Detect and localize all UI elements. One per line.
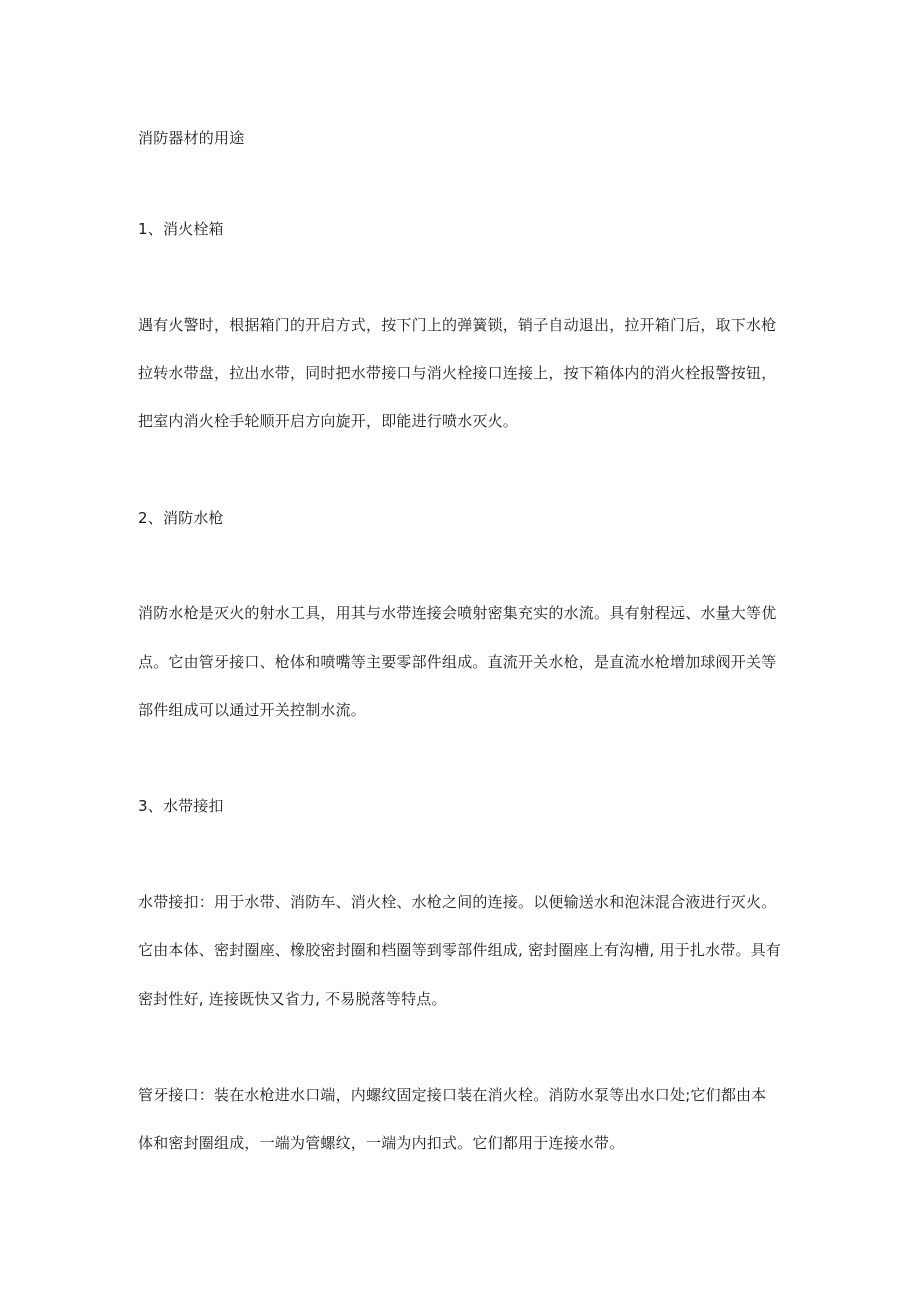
paragraph-line: 消防水枪是灭火的射水工具，用其与水带连接会喷射密集充实的水流。具有射程远、水量大等优 [138,604,777,622]
section-heading-1: 1、消火栓箱 [138,220,224,238]
paragraph-line: 把室内消火栓手轮顺开启方向旋开，即能进行喷水灭火。 [138,412,519,430]
paragraph-line: 它由本体、密封圈座、橡胶密封圈和档圈等到零部件组成, 密封圈座上有沟槽, 用于扎水带。具有 [138,941,782,959]
section-heading-2: 2、消防水枪 [138,509,224,527]
paragraph-line: 拉转水带盘，拉出水带，同时把水带接口与消火栓接口连接上，按下箱体内的消火栓报警按钮， [138,364,777,382]
paragraph-line: 点。它由管牙接口、枪体和喷嘴等主要零部件组成。直流开关水枪，是直流水枪增加球阀开关等 [138,653,777,671]
paragraph-line: 体和密封圈组成，一端为管螺纹，一端为内扣式。它们都用于连接水带。 [138,1134,625,1152]
paragraph-line: 密封性好, 连接既快又省力, 不易脱落等特点。 [138,990,447,1008]
paragraph-line: 遇有火警时，根据箱门的开启方式，按下门上的弹簧锁，销子自动退出，拉开箱门后，取下水枪 [138,316,777,334]
document-title: 消防器材的用途 [138,129,245,147]
section-heading-3: 3、水带接扣 [138,797,224,815]
paragraph-line: 管牙接口：装在水枪进水口端，内螺纹固定接口装在消火栓。消防水泵等出水口处;它们都由本 [138,1086,767,1104]
paragraph-line: 水带接扣：用于水带、消防车、消火栓、水枪之间的连接。以便输送水和泡沫混合液进行灭火。 [138,893,777,911]
paragraph-line: 部件组成可以通过开关控制水流。 [138,701,367,719]
